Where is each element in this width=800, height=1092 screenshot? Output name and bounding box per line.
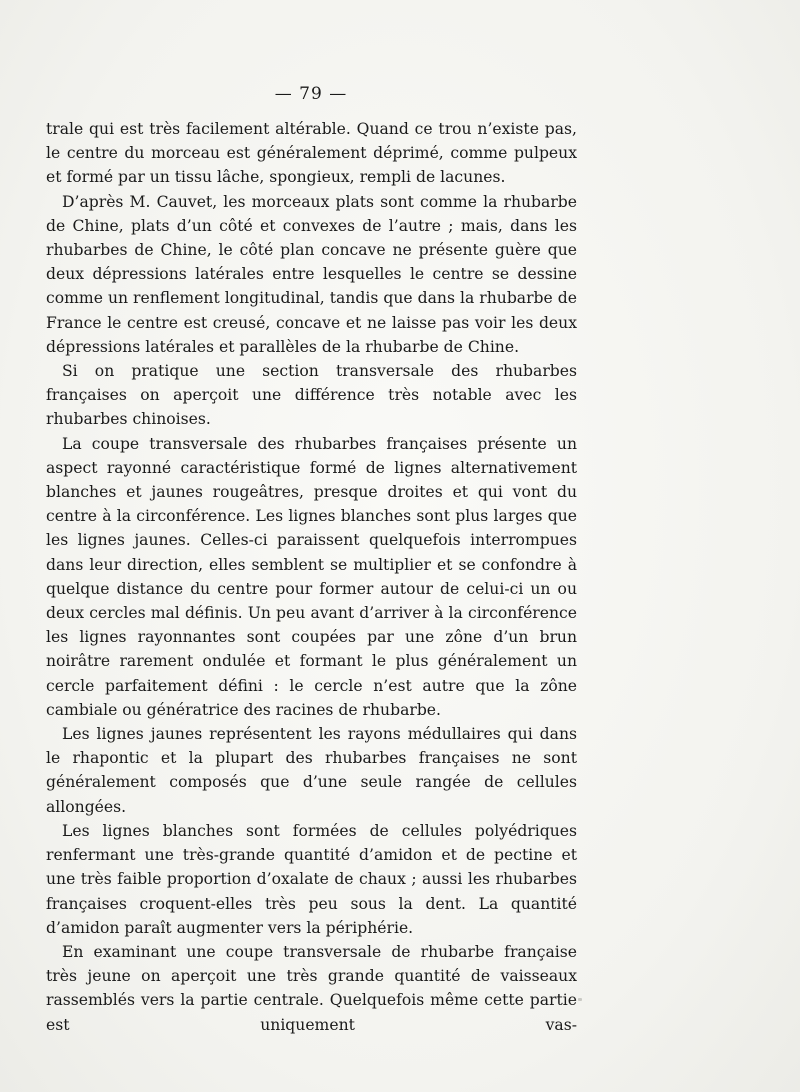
paragraph-4: La coupe transversale des rhubarbes françaises présente un aspect rayonné caractéristique formé de lignes alternativement blanches et jaunes rougeâtres, presque droites et qui vont du centre à la circonférence. Les lignes blanches sont plus larges que les lignes jaunes. Celles-ci paraissent quelquefois interrompues dans leur direction, elles semblent se multiplier et se confondre à quelque distance du centre pour former autour de celui-ci un ou deux cercles mal définis. Un peu avant d’arriver à la circonférence les lignes rayonnantes sont coupées par une zône d’un brun noirâtre rarement ondulée et formant le plus généralement un cercle parfaitement défini : le cercle n’est autre que la zône cambiale ou génératrice des racines de rhubarbe. [46,434,577,719]
paragraph-5: Les lignes jaunes représentent les rayons médullaires qui dans le rhapontic et la plupart des rhubarbes françaises ne sont généralement composés que d’une seule rangée de cellules allongées. [46,725,577,816]
paragraph-1: trale qui est très facilement altérable. Quand ce trou n’existe pas, le centre du morceau est généralement déprimé, comme pulpeux et formé par un tissu lâche, spongieux, rempli de lacunes. [46,120,577,187]
paragraph-6: Les lignes blanches sont formées de cellules polyédriques renfermant une très-grande quantité d’amidon et de pectine et une très faible proportion d’oxalate de chaux ; aussi les rhubarbes françaises croquent-elles très peu sous la dent. La quantité d’amidon paraît augmenter vers la périphérie. [46,821,577,937]
paper-speck [578,998,582,1001]
page-number: — 79 — [274,84,348,104]
paragraph-2: D’après M. Cauvet, les morceaux plats sont comme la rhubarbe de Chine, plats d’un côté et convexes de l’autre ; mais, dans les rhubarbes de Chine, le côté plan concave ne présente guère que deux dépressions latérales entre lesquelles le centre se dessine comme un renflement longitudinal, tandis que dans la rhubarbe de France le centre est creusé, concave et ne laisse pas voir les deux dépressions latérales et parallèles de la rhubarbe de Chine. [46,192,577,356]
body-text [46,117,577,1037]
paragraph-7: En examinant une coupe transversale de rhubarbe française très jeune on aperçoit une très grande quantité de vaisseaux rassemblés vers la partie centrale. Quelquefois même cette partie est uniquement vas- [46,942,577,1034]
paragraph-3: Si on pratique une section transversale des rhubarbes françaises on aperçoit une différence très notable avec les rhubarbes chinoises. [46,362,577,429]
